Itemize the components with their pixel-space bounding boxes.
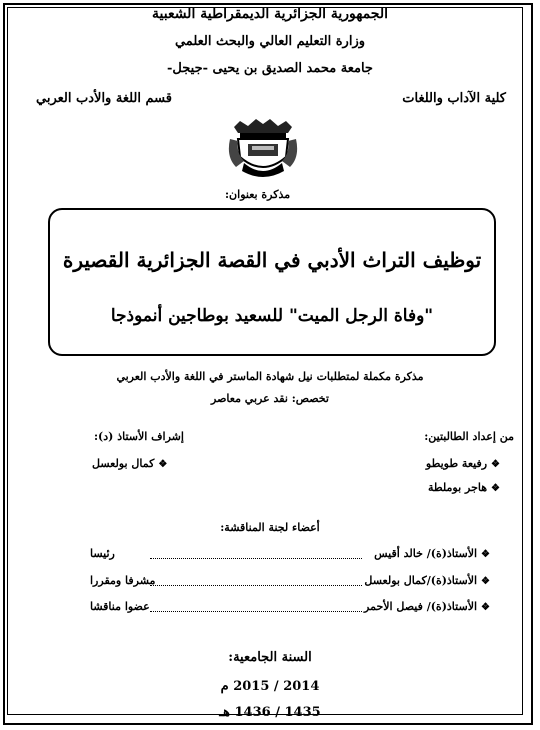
- bullet-icon: ❖: [158, 459, 168, 470]
- dotted-leader: [150, 611, 362, 612]
- academic-year-hijri: 1435 / 1436 هـ: [219, 705, 321, 720]
- memo-label: مذكرة بعنوان:: [225, 188, 291, 201]
- thesis-subtitle: "وفاة الرجل الميت" للسعيد بوطاجين أنموذجا: [110, 306, 434, 326]
- jury-member-row: [90, 600, 490, 618]
- student-item-1: [426, 457, 500, 470]
- bullet-icon: ❖: [481, 576, 490, 587]
- student-name: هاجر بوملطة: [427, 481, 488, 494]
- supervisor-name: كمال بولعسل: [92, 457, 155, 470]
- title-box: [48, 208, 496, 356]
- jury-member-name: الأستاذ(ة)/ فيصل الأحمر: [364, 600, 478, 613]
- jury-member-row: [90, 574, 490, 592]
- jury-member-role: عضوا مناقشا: [90, 600, 150, 613]
- thesis-title: توظيف التراث الأدبي في القصة الجزائرية القصيرة: [62, 248, 482, 272]
- bullet-icon: ❖: [491, 459, 500, 470]
- university-emblem-icon: [228, 117, 298, 179]
- student-name: رفيعة طويطو: [425, 457, 488, 470]
- degree-description: مذكرة مكملة لمتطلبات نيل شهادة الماستر في اللغة والأدب العربي: [116, 370, 424, 383]
- jury-member-name-wrap: [364, 574, 490, 587]
- jury-label: أعضاء لجنة المناقشة:: [220, 521, 320, 534]
- bullet-icon: ❖: [481, 549, 490, 560]
- bullet-icon: ❖: [491, 483, 500, 494]
- dotted-leader: [150, 558, 362, 559]
- ministry-name: وزارة التعليم العالي والبحث العلمي: [174, 34, 366, 49]
- academic-year-label: السنة الجامعية:: [228, 650, 312, 665]
- jury-member-row: [90, 547, 490, 565]
- dotted-leader: [150, 585, 362, 586]
- specialty: تخصص: نقد عربي معاصر: [211, 392, 329, 405]
- faculty-name: كلية الآداب واللغات: [402, 91, 506, 106]
- department-name: قسم اللغة والأدب العربي: [36, 91, 172, 106]
- jury-member-role: رئيسا: [90, 547, 115, 560]
- republic-name: الجمهورية الجزائرية الديمقراطية الشعبية: [151, 6, 388, 22]
- jury-member-name-wrap: [364, 600, 490, 613]
- academic-year-gregorian: 2014 / 2015 م: [220, 679, 320, 694]
- university-name: جامعة محمد الصديق بن يحيى -جيجل-: [167, 61, 373, 76]
- student-item-2: [428, 481, 500, 494]
- jury-member-role: مشرفا ومقررا: [90, 574, 156, 587]
- jury-member-name: الأستاذ(ة)/كمال بولعسل: [364, 574, 478, 587]
- supervisor-label: إشراف الأستاذ (د):: [94, 430, 184, 443]
- jury-member-name-wrap: [374, 547, 490, 560]
- bullet-icon: ❖: [481, 602, 490, 613]
- supervisor-item: [92, 457, 167, 470]
- students-label: من إعداد الطالبتين:: [424, 430, 514, 443]
- jury-member-name: الأستاذ(ة)/ خالد أقيس: [374, 547, 478, 560]
